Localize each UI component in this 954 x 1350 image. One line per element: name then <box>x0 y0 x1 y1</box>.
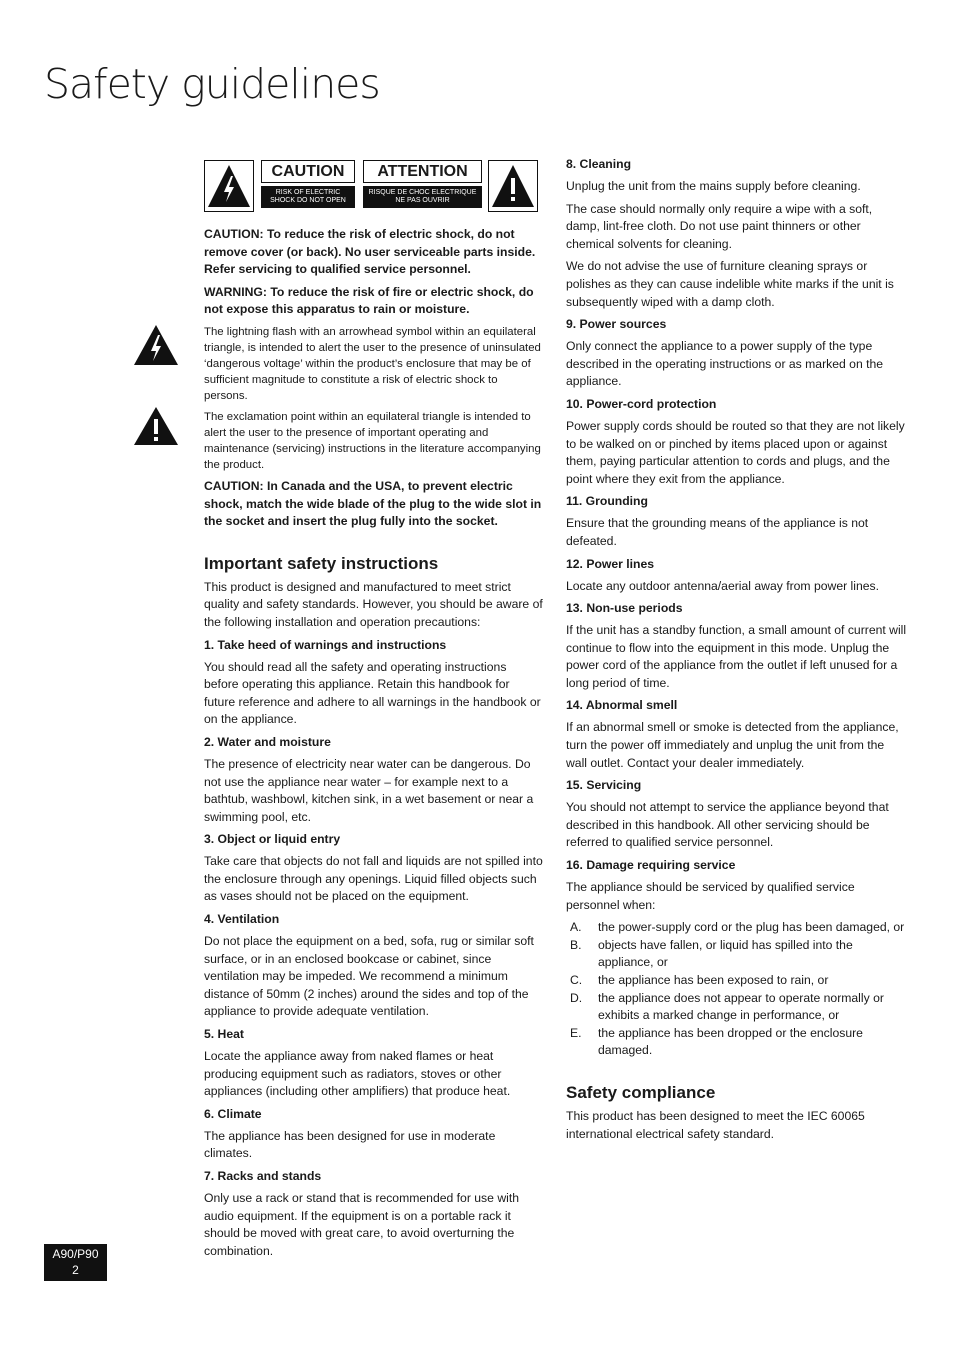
list-marker: A. <box>570 920 582 935</box>
list-item <box>566 919 908 937</box>
lightning-triangle-icon <box>132 323 180 367</box>
item-title: 6. Climate <box>204 1106 262 1121</box>
list-marker: E. <box>570 1025 582 1040</box>
damage-list <box>566 919 908 1060</box>
item-title: 2. Water and moisture <box>204 734 331 749</box>
instructions-intro: This product is designed and manufactured to meet strict quality and safety standards. However, you should be aware of the following installation and operation precautions: <box>204 579 543 629</box>
exclamation-explanation: The exclamation point within an equilateral triangle is intended to alert the user to the presence of important operating and maintenance (servicing) instructions in the literature accompanying the product. <box>204 410 541 471</box>
list-text: the appliance does not appear to operate normally or exhibits a marked change in performance, or <box>598 990 884 1023</box>
list-text: objects have fallen, or liquid has spilled into the appliance, or <box>598 937 853 970</box>
item-body: Unplug the unit from the mains supply before cleaning. <box>566 179 861 193</box>
item-title: 1. Take heed of warnings and instructions <box>204 637 447 652</box>
item-body: The appliance should be serviced by qualified service personnel when: <box>566 880 855 912</box>
item-title: 3. Object or liquid entry <box>204 832 341 847</box>
item-title: 5. Heat <box>204 1027 244 1042</box>
item-body: Ensure that the grounding means of the appliance is not defeated. <box>566 516 869 548</box>
item-body: You should read all the safety and operating instructions before operating this appliance. Retain this handbook for future reference and adhere to all warnings in the handbook or on the appliance. <box>204 659 541 727</box>
item-title: 8. Cleaning <box>566 157 632 171</box>
item-title: 16. Damage requiring service <box>566 858 736 873</box>
item-title: 7. Racks and stands <box>204 1169 322 1183</box>
lightning-triangle-icon <box>205 161 253 211</box>
exclamation-triangle-icon <box>132 405 180 447</box>
list-marker: D. <box>570 990 583 1005</box>
item-body: The case should normally only require a wipe with a soft, damp, lint-free cloth. Do not use paint thinners or other chemical solvents for cleaning. <box>566 201 873 251</box>
item-body: Power supply cords should be routed so that they are not likely to be walked on or pinched by items placed upon or against them, paying particular attention to cords and plugs, and the point where they exit from the appliance. <box>566 418 905 486</box>
attention-label <box>363 160 482 208</box>
item-title: 4. Ventilation <box>204 912 280 927</box>
item-body: If the unit has a standby function, a small amount of current will continue to flow into the equipment in this mode. Unplug the power cord of the appliance from the outlet if left unused for a long period of time. <box>566 623 907 690</box>
list-marker: B. <box>570 937 582 952</box>
list-text: the power-supply cord or the plug has been damaged, or <box>598 920 905 935</box>
list-item <box>566 990 908 1025</box>
item-body: The appliance has been designed for use in moderate climates. <box>204 1128 496 1161</box>
caution-head: CAUTION <box>261 160 355 183</box>
lightning-explanation: The lightning flash with an arrowhead symbol within an equilateral triangle, is intended to alert the user to the presence of uninsulated ‘dangerous voltage’ within the product’s enclosure that may be of sufficient magnitude to constitute a risk of electric shock to persons. <box>204 325 541 402</box>
left-column <box>204 156 544 1265</box>
warning-text: WARNING: To reduce the risk of fire or electric shock, do not expose this apparatus to rain or moisture. <box>204 284 534 317</box>
canada-caution-text: CAUTION: In Canada and the USA, to prevent electric shock, match the wide blade of the plug to the wide slot in the socket and insert the plug fully into the socket. <box>204 478 542 529</box>
lightning-box <box>204 160 254 212</box>
item-title: 12. Power lines <box>566 556 655 571</box>
caution-panel <box>204 160 538 214</box>
list-marker: C. <box>570 973 583 987</box>
right-column <box>566 156 908 1148</box>
item-body: Only use a rack or stand that is recommended for use with audio equipment. If the equipment is on a portable rack it should be moved with great care, to avoid overturning the combination. <box>204 1191 519 1258</box>
item-body: We do not advise the use of furniture cleaning sprays or polishes as they can cause indelible white marks if the unit is subsequently wiped with a damp cloth. <box>566 259 894 309</box>
exclamation-triangle-icon <box>489 161 537 211</box>
item-body: Take care that objects do not fall and liquids are not spilled into the enclosure through any openings. Liquid filled objects such as vases should not be placed on the equipment. <box>204 854 543 904</box>
item-body: The presence of electricity near water can be dangerous. Do not use the appliance near water – for example next to a bathtub, washbowl, kitchen sink, in a wet basement or near a swimming pool, etc. <box>204 756 534 824</box>
model-label: A90/P90 <box>52 1247 99 1261</box>
caution-label <box>261 160 355 208</box>
list-text: the appliance has been exposed to rain, or <box>598 973 829 987</box>
item-body: Locate the appliance away from naked flames or heat producing equipment such as radiators, stoves or other appliances (including other amplifiers) that produce heat. <box>204 1049 511 1099</box>
page-footer <box>44 1244 107 1281</box>
item-body: Do not place the equipment on a bed, sofa, rug or similar soft surface, or in an enclosed bookcase or cabinet, since ventilation may be impeded. We recommend a minimum distance of 50mm (2 inches) around the sides and top of the appliance to provide adequate ventilation. <box>204 934 534 1019</box>
item-body: Locate any outdoor antenna/aerial away from power lines. <box>566 578 880 593</box>
list-item <box>566 937 908 972</box>
caution-sub: RISK OF ELECTRIC SHOCK DO NOT OPEN <box>261 186 355 208</box>
item-body: If an abnormal smell or smoke is detected from the appliance, turn the power off immediately and unplug the unit from the wall outlet. Contact your dealer immediately. <box>566 720 899 770</box>
item-title: 14. Abnormal smell <box>566 698 678 713</box>
item-title: 15. Servicing <box>566 778 642 793</box>
compliance-body: This product has been designed to meet the IEC 60065 international electrical safety standard. <box>566 1108 865 1141</box>
item-title: 10. Power-cord protection <box>566 396 717 411</box>
attention-sub: RISQUE DE CHOC ELECTRIQUE NE PAS OUVRIR <box>363 186 482 208</box>
page-title: Safety guidelines <box>44 60 380 108</box>
instructions-heading: Important safety instructions <box>204 553 439 573</box>
list-item <box>566 1025 908 1060</box>
item-body: You should not attempt to service the appliance beyond that described in this handbook. All other servicing should be referred to qualified service personnel. <box>566 800 889 850</box>
compliance-heading: Safety compliance <box>566 1082 716 1102</box>
caution-text: CAUTION: To reduce the risk of electric shock, do not remove cover (or back). No user serviceable parts inside. Refer servicing to qualified service personnel. <box>204 227 536 277</box>
exclamation-box <box>488 160 538 212</box>
list-text: the appliance has been dropped or the enclosure damaged. <box>598 1025 863 1058</box>
item-body: Only connect the appliance to a power supply of the type described in the operating instructions or as marked on the appliance. <box>566 339 884 389</box>
attention-head: ATTENTION <box>363 160 482 183</box>
item-title: 13. Non-use periods <box>566 601 683 616</box>
page-number: 2 <box>72 1263 79 1277</box>
item-title: 11. Grounding <box>566 494 648 509</box>
item-title: 9. Power sources <box>566 317 667 332</box>
list-item <box>566 972 908 990</box>
